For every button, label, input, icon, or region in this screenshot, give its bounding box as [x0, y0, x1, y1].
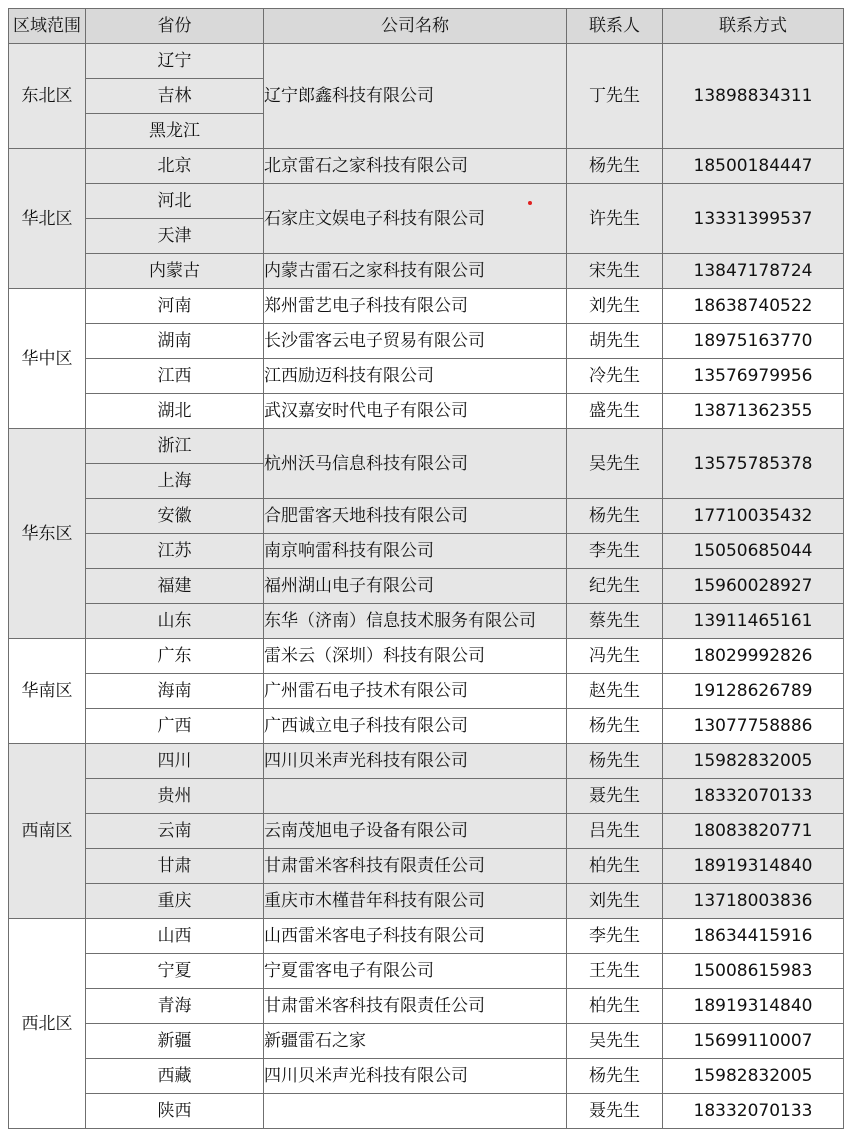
- province-cell: 云南: [86, 814, 264, 849]
- contact-cell: 赵先生: [567, 674, 663, 709]
- table-row: [9, 674, 844, 709]
- table-row: [9, 919, 844, 954]
- contact-cell: 杨先生: [567, 744, 663, 779]
- table-row: [9, 884, 844, 919]
- table-row: [9, 744, 844, 779]
- phone-cell: 18332070133: [663, 1094, 844, 1129]
- company-cell: 南京响雷科技有限公司: [264, 534, 567, 569]
- table-row: [9, 394, 844, 429]
- phone-cell: 18332070133: [663, 779, 844, 814]
- contact-cell: 杨先生: [567, 499, 663, 534]
- contacts-table: [8, 8, 844, 1129]
- company-cell: 合肥雷客天地科技有限公司: [264, 499, 567, 534]
- company-cell: 甘肃雷米客科技有限责任公司: [264, 849, 567, 884]
- contact-cell: 蔡先生: [567, 604, 663, 639]
- table-row: [9, 1024, 844, 1059]
- header-contact: 联系人: [567, 9, 663, 44]
- region-cell: 东北区: [9, 44, 86, 149]
- contact-cell: 胡先生: [567, 324, 663, 359]
- phone-cell: 18638740522: [663, 289, 844, 324]
- province-cell: 河北: [86, 184, 264, 219]
- company-cell: 甘肃雷米客科技有限责任公司: [264, 989, 567, 1024]
- contact-cell: 李先生: [567, 534, 663, 569]
- province-cell: 陕西: [86, 1094, 264, 1129]
- province-cell: 湖北: [86, 394, 264, 429]
- table-row: [9, 989, 844, 1024]
- contact-cell: 纪先生: [567, 569, 663, 604]
- company-cell: 武汉嘉安时代电子有限公司: [264, 394, 567, 429]
- contact-cell: 杨先生: [567, 1059, 663, 1094]
- table-row: [9, 254, 844, 289]
- contact-cell: 聂先生: [567, 1094, 663, 1129]
- region-cell: 华北区: [9, 149, 86, 289]
- province-cell: 北京: [86, 149, 264, 184]
- contact-cell: 刘先生: [567, 884, 663, 919]
- region-cell: 华东区: [9, 429, 86, 639]
- phone-cell: 13077758886: [663, 709, 844, 744]
- company-cell: 重庆市木槿昔年科技有限公司: [264, 884, 567, 919]
- province-cell: 湖南: [86, 324, 264, 359]
- contact-cell: 吴先生: [567, 1024, 663, 1059]
- contact-cell: 丁先生: [567, 44, 663, 149]
- table-row: [9, 324, 844, 359]
- contact-cell: 李先生: [567, 919, 663, 954]
- company-cell: 江西励迈科技有限公司: [264, 359, 567, 394]
- province-cell: 山西: [86, 919, 264, 954]
- phone-cell: 18083820771: [663, 814, 844, 849]
- table-row: [9, 1094, 844, 1129]
- province-cell: 上海: [86, 464, 264, 499]
- province-cell: 内蒙古: [86, 254, 264, 289]
- company-cell: [264, 779, 567, 814]
- header-region: 区域范围: [9, 9, 86, 44]
- phone-cell: 13847178724: [663, 254, 844, 289]
- phone-cell: 15960028927: [663, 569, 844, 604]
- table-row: [9, 604, 844, 639]
- company-cell: 广西诚立电子科技有限公司: [264, 709, 567, 744]
- phone-cell: 19128626789: [663, 674, 844, 709]
- phone-cell: 15050685044: [663, 534, 844, 569]
- company-cell: [264, 1094, 567, 1129]
- phone-cell: 13871362355: [663, 394, 844, 429]
- contact-cell: 聂先生: [567, 779, 663, 814]
- province-cell: 四川: [86, 744, 264, 779]
- phone-cell: 15699110007: [663, 1024, 844, 1059]
- contact-cell: 冷先生: [567, 359, 663, 394]
- company-cell: 东华（济南）信息技术服务有限公司: [264, 604, 567, 639]
- contact-cell: 许先生: [567, 184, 663, 254]
- province-cell: 重庆: [86, 884, 264, 919]
- phone-cell: 15982832005: [663, 1059, 844, 1094]
- province-cell: 山东: [86, 604, 264, 639]
- contact-cell: 王先生: [567, 954, 663, 989]
- province-cell: 贵州: [86, 779, 264, 814]
- province-cell: 江苏: [86, 534, 264, 569]
- company-cell: 雷米云（深圳）科技有限公司: [264, 639, 567, 674]
- table-row: [9, 359, 844, 394]
- phone-cell: 18919314840: [663, 849, 844, 884]
- province-cell: 江西: [86, 359, 264, 394]
- province-cell: 宁夏: [86, 954, 264, 989]
- province-cell: 广西: [86, 709, 264, 744]
- region-cell: 华南区: [9, 639, 86, 744]
- table-row: [9, 569, 844, 604]
- company-cell: 辽宁郎鑫科技有限公司: [264, 44, 567, 149]
- table-row: [9, 1059, 844, 1094]
- company-cell: 新疆雷石之家: [264, 1024, 567, 1059]
- phone-cell: 13576979956: [663, 359, 844, 394]
- province-cell: 海南: [86, 674, 264, 709]
- table-row: [9, 849, 844, 884]
- header-phone: 联系方式: [663, 9, 844, 44]
- table-row: [9, 429, 844, 464]
- province-cell: 福建: [86, 569, 264, 604]
- phone-cell: 17710035432: [663, 499, 844, 534]
- table-row: [9, 149, 844, 184]
- phone-cell: 13911465161: [663, 604, 844, 639]
- province-cell: 新疆: [86, 1024, 264, 1059]
- table-row: [9, 44, 844, 79]
- company-cell: 北京雷石之家科技有限公司: [264, 149, 567, 184]
- table-row: [9, 814, 844, 849]
- company-cell: 四川贝米声光科技有限公司: [264, 1059, 567, 1094]
- company-cell: 山西雷米客电子科技有限公司: [264, 919, 567, 954]
- phone-cell: 18029992826: [663, 639, 844, 674]
- contact-cell: 杨先生: [567, 709, 663, 744]
- contact-cell: 盛先生: [567, 394, 663, 429]
- company-cell: 福州湖山电子有限公司: [264, 569, 567, 604]
- contact-cell: 柏先生: [567, 849, 663, 884]
- company-cell: 四川贝米声光科技有限公司: [264, 744, 567, 779]
- region-cell: 华中区: [9, 289, 86, 429]
- province-cell: 西藏: [86, 1059, 264, 1094]
- phone-cell: 13331399537: [663, 184, 844, 254]
- province-cell: 辽宁: [86, 44, 264, 79]
- contact-cell: 柏先生: [567, 989, 663, 1024]
- contact-cell: 刘先生: [567, 289, 663, 324]
- phone-cell: 13718003836: [663, 884, 844, 919]
- table-row: [9, 499, 844, 534]
- region-cell: 西北区: [9, 919, 86, 1129]
- table-row: [9, 954, 844, 989]
- company-cell: 内蒙古雷石之家科技有限公司: [264, 254, 567, 289]
- phone-cell: 18919314840: [663, 989, 844, 1024]
- province-cell: 吉林: [86, 79, 264, 114]
- company-cell: 杭州沃马信息科技有限公司: [264, 429, 567, 499]
- table-row: [9, 639, 844, 674]
- province-cell: 安徽: [86, 499, 264, 534]
- table-row: [9, 709, 844, 744]
- phone-cell: 15008615983: [663, 954, 844, 989]
- contact-cell: 吴先生: [567, 429, 663, 499]
- table-header-row: [9, 9, 844, 44]
- phone-cell: 13575785378: [663, 429, 844, 499]
- table-row: [9, 779, 844, 814]
- header-province: 省份: [86, 9, 264, 44]
- company-cell: 宁夏雷客电子有限公司: [264, 954, 567, 989]
- contact-cell: 吕先生: [567, 814, 663, 849]
- contact-cell: 冯先生: [567, 639, 663, 674]
- table-row: [9, 289, 844, 324]
- contact-cell: 宋先生: [567, 254, 663, 289]
- province-cell: 河南: [86, 289, 264, 324]
- province-cell: 黑龙江: [86, 114, 264, 149]
- header-company: 公司名称: [264, 9, 567, 44]
- company-cell: 郑州雷艺电子科技有限公司: [264, 289, 567, 324]
- province-cell: 青海: [86, 989, 264, 1024]
- phone-cell: 13898834311: [663, 44, 844, 149]
- province-cell: 广东: [86, 639, 264, 674]
- company-cell: 石家庄文娱电子科技有限公司: [264, 184, 567, 254]
- province-cell: 甘肃: [86, 849, 264, 884]
- table-row: [9, 534, 844, 569]
- phone-cell: 18975163770: [663, 324, 844, 359]
- province-cell: 浙江: [86, 429, 264, 464]
- province-cell: 天津: [86, 219, 264, 254]
- table-row: [9, 184, 844, 219]
- company-cell: 广州雷石电子技术有限公司: [264, 674, 567, 709]
- phone-cell: 18500184447: [663, 149, 844, 184]
- company-cell: 长沙雷客云电子贸易有限公司: [264, 324, 567, 359]
- region-cell: 西南区: [9, 744, 86, 919]
- phone-cell: 18634415916: [663, 919, 844, 954]
- phone-cell: 15982832005: [663, 744, 844, 779]
- red-marker-dot: [528, 201, 532, 205]
- contact-cell: 杨先生: [567, 149, 663, 184]
- company-cell: 云南茂旭电子设备有限公司: [264, 814, 567, 849]
